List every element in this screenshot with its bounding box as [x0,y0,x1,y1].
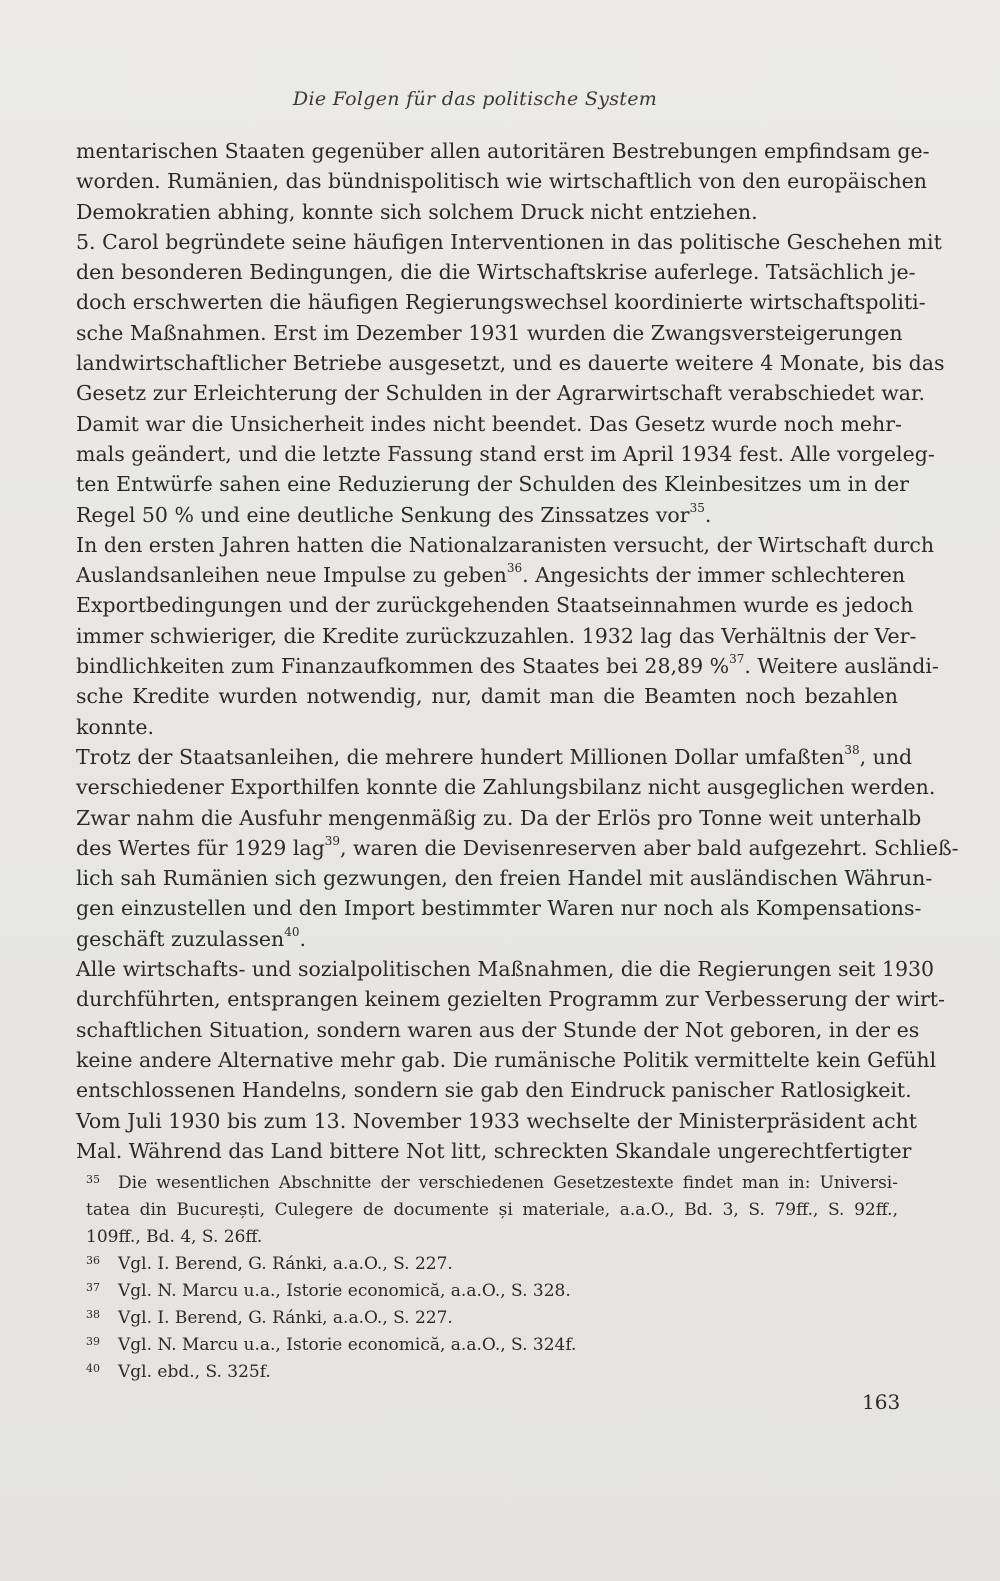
text-line [76,378,926,408]
footnote-text: tatea din București, Culegere de documente și materiale, a.a.O., Bd. 3, S. 79ff., S. 92ff., [86,1200,898,1220]
text-line-content: Mal. Während das Land bittere Not litt, schreckten Skandale ungerechtfertigter [76,1138,912,1163]
text-line [76,621,917,651]
text-line-content: konnte. [76,714,155,739]
footnote-line [86,1170,898,1197]
footnote-text: Vgl. N. Marcu u.a., Istorie economică, a.a.O., S. 328. [118,1281,571,1301]
text-line-content: doch erschwerten die häufigen Regierungswechsel koordinierte wirtschaftspoliti- [76,290,926,315]
text-line-content: verschiedener Exporthilfen konnte die Zahlungsbilanz nicht ausgeglichen werden. [76,775,936,800]
text-line-continuation: , und [859,744,913,769]
text-line [76,863,933,893]
text-line-content: Auslandsanleihen neue Impulse zu geben [76,563,507,588]
text-line-content: durchführten, entsprangen keinem gezielten Programm zur Verbesserung der wirt- [76,987,945,1012]
text-line [76,197,898,227]
footnote-number: 37 [86,1281,100,1294]
footnote-number: 38 [86,1308,100,1321]
text-line [76,318,903,348]
text-line-continuation: . Weitere ausländi- [744,654,939,679]
body-text [76,136,959,1166]
text-line [76,1015,920,1045]
text-line-content: In den ersten Jahren hatten die Nationalzaranisten versucht, der Wirtschaft durch [76,532,935,557]
text-line [76,560,906,590]
text-line-content: sche Maßnahmen. Erst im Dezember 1931 wurden die Zwangsversteigerungen [76,320,903,345]
text-line-content: lich sah Rumänien sich gezwungen, den freien Handel mit ausländischen Währun- [76,866,933,891]
page-number: 163 [862,1390,901,1414]
text-line [76,257,916,287]
text-line-continuation: . [704,502,712,527]
text-line [76,924,898,954]
text-line-content: Vom Juli 1930 bis zum 13. November 1933 wechselte der Ministerpräsident acht [76,1108,918,1133]
text-line [76,1106,918,1136]
footnote-line [86,1197,898,1224]
footnote-number: 39 [86,1335,100,1348]
text-line-content: Gesetz zur Erleichterung der Schulden in der Agrarwirtschaft verabschiedet war. [76,381,926,406]
footnote-text: Vgl. N. Marcu u.a., Istorie economică, a.a.O., S. 324f. [118,1335,577,1355]
footnote-text: 109ff., Bd. 4, S. 26ff. [86,1227,263,1247]
text-line [76,530,935,560]
text-line [76,1075,912,1105]
text-line-content: geschäft zuzulassen [76,926,285,951]
text-line [76,348,945,378]
running-head: Die Folgen für das politische System [292,88,658,110]
footnote-text: Vgl. I. Berend, G. Ránki, a.a.O., S. 227. [118,1254,453,1274]
footnote-line [86,1224,898,1251]
text-line [76,439,935,469]
text-line [76,409,902,439]
footnote-reference[interactable]: 35 [689,500,705,515]
text-line [76,681,898,711]
text-line-content: Trotz der Staatsanleihen, die mehrere hundert Millionen Dollar umfaßten [76,744,845,769]
text-line [76,469,909,499]
text-line [76,651,939,681]
footnote-text: Vgl. I. Berend, G. Ránki, a.a.O., S. 227. [118,1308,453,1328]
text-line [76,803,922,833]
text-line [76,590,914,620]
footnote-reference[interactable]: 37 [729,652,745,667]
text-line [76,893,922,923]
text-line-content: den besonderen Bedingungen, die die Wirtschaftskrise auferlege. Tatsächlich je- [76,260,916,285]
footnote-line [86,1332,898,1359]
footnote-reference[interactable]: 38 [844,743,860,758]
text-line-content: bindlichkeiten zum Finanzaufkommen des Staates bei 28,89 % [76,654,730,679]
footnote-reference[interactable]: 36 [506,561,523,576]
text-line-continuation: . [299,926,306,951]
text-line-content: Demokratien abhing, konnte sich solchem Druck nicht entziehen. [76,199,758,224]
footnote-number: 36 [86,1254,100,1267]
text-line-content: mals geändert, und die letzte Fassung stand erst im April 1934 fest. Alle vorgeleg- [76,441,935,466]
footnote-number: 35 [86,1173,100,1186]
text-line-content: des Wertes für 1929 lag [76,835,325,860]
text-line [76,833,959,863]
footnote-line [86,1278,898,1305]
footnote-text: Die wesentlichen Abschnitte der verschiedenen Gesetzestexte findet man in: Universi- [118,1173,898,1193]
text-line [76,500,898,530]
text-line-continuation: , waren die Devisenreserven aber bald aufgezehrt. Schließ- [340,835,959,860]
text-line-content: entschlossenen Handelns, sondern sie gab den Eindruck panischer Ratlosigkeit. [76,1078,912,1103]
text-line-content: Damit war die Unsicherheit indes nicht beendet. Das Gesetz wurde noch mehr- [76,411,902,436]
text-line [76,954,935,984]
text-line-content: 5. Carol begründete seine häufigen Interventionen in das politische Geschehen mit [76,229,942,254]
text-line [76,984,945,1014]
text-line-content: landwirtschaftlicher Betriebe ausgesetzt, und es dauerte weitere 4 Monate, bis das [76,351,945,376]
text-line-content: schaftlichen Situation, sondern waren aus der Stunde der Not geboren, in der es [76,1017,920,1042]
text-line-continuation: . Angesichts der immer schlechteren [522,563,906,588]
footnote-text: Vgl. ebd., S. 325f. [118,1362,271,1382]
text-line [76,772,936,802]
text-line [76,1136,912,1166]
text-line-content: keine andere Alternative mehr gab. Die rumänische Politik vermittelte kein Gefühl [76,1047,937,1072]
text-line-content: worden. Rumänien, das bündnispolitisch wie wirtschaftlich von den europäischen [76,169,928,194]
footnote-number: 40 [86,1362,100,1375]
footnote-line [86,1359,898,1386]
footnote-line [86,1251,898,1278]
text-line-content: Alle wirtschafts- und sozialpolitischen Maßnahmen, die die Regierungen seit 1930 [76,957,935,982]
text-line [76,287,926,317]
text-line-content: mentarischen Staaten gegenüber allen autoritären Bestrebungen empfindsam ge- [76,139,930,163]
text-line-content: gen einzustellen und den Import bestimmter Waren nur noch als Kompensations- [76,896,922,921]
footnote-line [86,1305,898,1332]
text-line-content: ten Entwürfe sahen eine Reduzierung der Schulden des Kleinbesitzes um in der [76,472,909,497]
text-line [76,166,928,196]
text-line [76,742,913,772]
footnote-reference[interactable]: 40 [284,924,300,939]
text-line-content: immer schwieriger, die Kredite zurückzuzahlen. 1932 lag das Verhältnis der Ver- [76,623,917,648]
footnotes [86,1170,898,1386]
text-line-content: Zwar nahm die Ausfuhr mengenmäßig zu. Da der Erlös pro Tonne weit unterhalb [76,805,922,830]
text-line [76,227,942,257]
text-line-content: Exportbedingungen und der zurückgehenden Staatseinnahmen wurde es jedoch [76,593,914,618]
text-line [76,136,930,166]
text-line-content: sche Kredite wurden notwendig, nur, damit man die Beamten noch bezahlen [76,684,898,709]
text-line [76,1045,937,1075]
footnote-reference[interactable]: 39 [324,834,341,848]
text-line-content: Regel 50 % und eine deutliche Senkung des Zinssatzes vor [76,502,690,527]
text-line [76,712,898,742]
